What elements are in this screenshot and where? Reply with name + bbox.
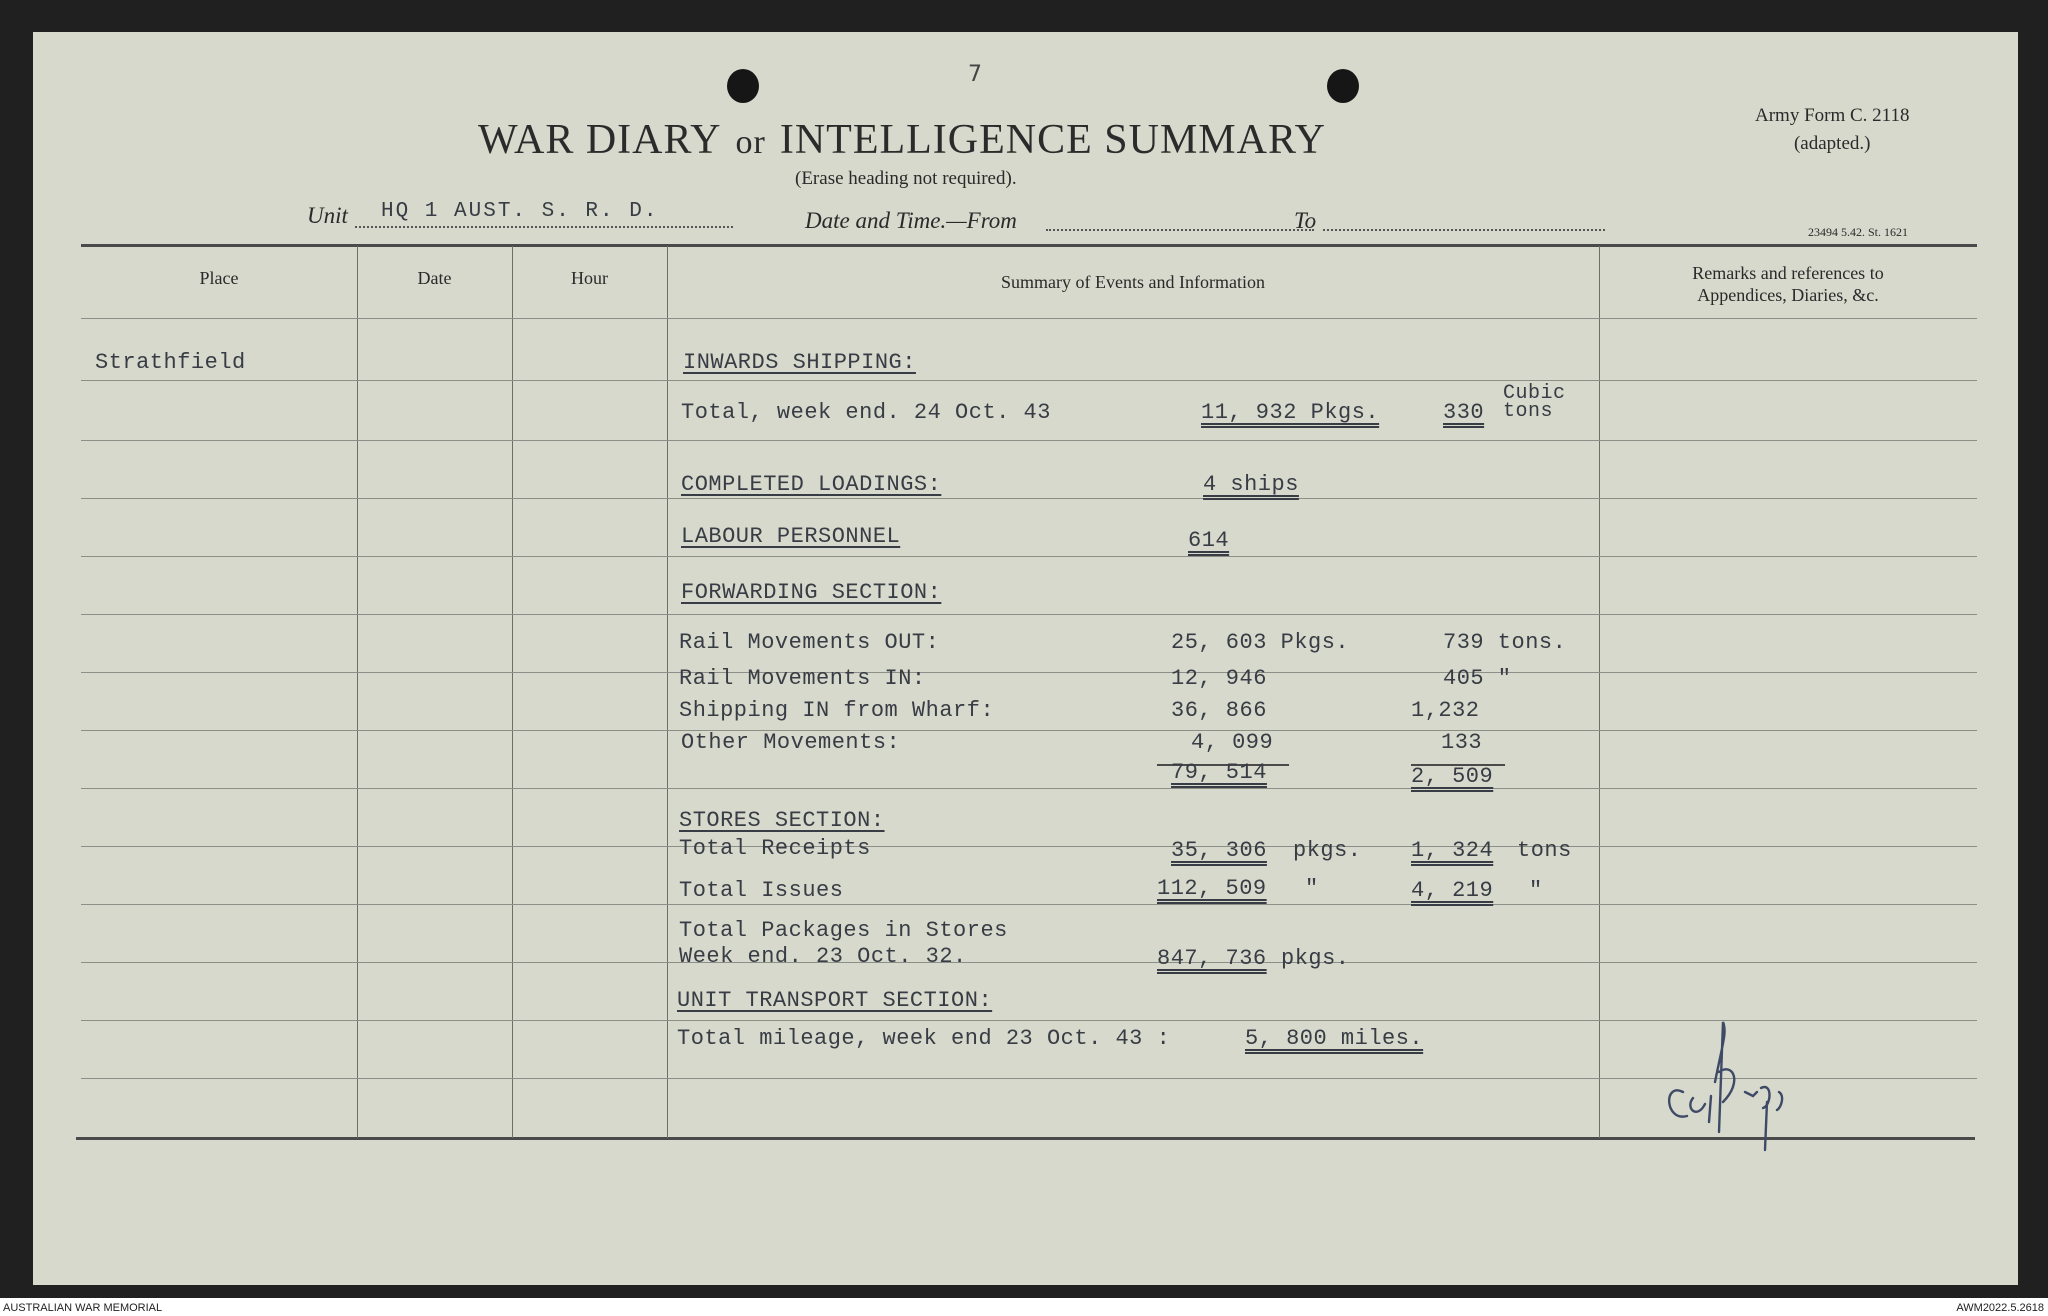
stores-issues-tons-ditto: " bbox=[1529, 878, 1543, 903]
punch-hole-left bbox=[727, 69, 759, 103]
inwards-total-label: Total, week end. 24 Oct. 43 bbox=[681, 400, 1051, 425]
column-hour: Hour bbox=[571, 268, 608, 288]
inwards-shipping-heading: INWARDS SHIPPING: bbox=[683, 350, 916, 375]
row-rule bbox=[81, 962, 1977, 963]
row-rule bbox=[81, 498, 1977, 499]
transport-heading: UNIT TRANSPORT SECTION: bbox=[677, 988, 993, 1013]
transport-mileage-label: Total mileage, week end 23 Oct. 43 : bbox=[677, 1026, 1171, 1051]
place-entry: Strathfield bbox=[95, 350, 246, 375]
page-number: 7 bbox=[968, 62, 982, 87]
unit-label: Unit bbox=[307, 203, 348, 228]
column-summary: Summary of Events and Information bbox=[1001, 272, 1265, 292]
stores-packages-label-line2: Week end. 23 Oct. 32. bbox=[679, 944, 967, 969]
inwards-unit-bottom: tons bbox=[1503, 400, 1554, 423]
punch-hole-right bbox=[1327, 69, 1359, 103]
stores-receipts-pkgs: 35, 306 bbox=[1171, 838, 1267, 863]
stores-packages-value: 847, 736 bbox=[1157, 946, 1267, 971]
form-subtitle: (Erase heading not required). bbox=[795, 168, 1017, 189]
inwards-total-pkgs: 11, 932 Pkgs. bbox=[1201, 400, 1380, 425]
date-from-dotline bbox=[1046, 229, 1314, 231]
forwarding-row-pkgs: 4, 099 bbox=[1191, 730, 1274, 755]
forwarding-row-label: Rail Movements IN: bbox=[679, 666, 926, 691]
column-date: Date bbox=[417, 268, 452, 288]
row-rule bbox=[81, 846, 1977, 847]
stores-receipts-tons-unit: tons bbox=[1517, 838, 1572, 863]
stores-receipts-tons: 1, 324 bbox=[1411, 838, 1494, 863]
completed-loadings-value: 4 ships bbox=[1203, 472, 1299, 497]
forwarding-row-label: Rail Movements OUT: bbox=[679, 630, 940, 655]
form-title: WAR DIARY or INTELLIGENCE SUMMARY bbox=[478, 117, 1326, 163]
forwarding-row-pkgs: 25, 603 Pkgs. bbox=[1171, 630, 1350, 655]
form-print-code: 23494 5.42. St. 1621 bbox=[1808, 225, 1909, 239]
forwarding-row-tons: 1,232 bbox=[1411, 698, 1480, 723]
footer-accession: AWM2022.5.2618 bbox=[1956, 1302, 2044, 1314]
row-rule bbox=[81, 440, 1977, 441]
forwarding-heading: FORWARDING SECTION: bbox=[681, 580, 942, 605]
forwarding-row-tons: 405 " bbox=[1443, 666, 1512, 691]
unit-dotline bbox=[355, 226, 733, 228]
column-place: Place bbox=[199, 268, 239, 288]
handwritten-signature bbox=[1653, 1012, 1853, 1212]
date-to-dotline bbox=[1323, 229, 1605, 231]
row-rule bbox=[81, 788, 1977, 789]
row-rule bbox=[81, 904, 1977, 905]
date-time-label: Date and Time.—From bbox=[805, 208, 1017, 233]
forwarding-total-tons: 2, 509 bbox=[1411, 764, 1494, 789]
row-rule bbox=[81, 672, 1977, 673]
transport-mileage-value: 5, 800 miles. bbox=[1245, 1026, 1424, 1051]
stores-receipts-pkgs-unit: pkgs. bbox=[1293, 838, 1362, 863]
forwarding-row-pkgs: 12, 946 bbox=[1171, 666, 1267, 691]
row-rule bbox=[81, 318, 1977, 319]
stores-issues-label: Total Issues bbox=[679, 878, 844, 903]
row-rule bbox=[81, 730, 1977, 731]
stores-issues-pkgs: 112, 509 bbox=[1157, 876, 1267, 901]
forwarding-row-tons: 739 tons. bbox=[1443, 630, 1567, 655]
inwards-total-tons: 330 bbox=[1443, 400, 1485, 425]
stores-packages-unit: pkgs. bbox=[1281, 946, 1350, 971]
army-form-reference: Army Form C. 2118 (adapted.) bbox=[1755, 105, 1910, 154]
unit-value: HQ 1 AUST. S. R. D. bbox=[381, 200, 659, 223]
stores-receipts-label: Total Receipts bbox=[679, 836, 871, 861]
forwarding-row-tons: 133 bbox=[1441, 730, 1483, 755]
stores-packages-label-line1: Total Packages in Stores bbox=[679, 918, 1008, 943]
table-top-border bbox=[81, 244, 1977, 247]
footer-source: AUSTRALIAN WAR MEMORIAL bbox=[3, 1302, 163, 1314]
column-remarks: Remarks and references to Appendices, Diaries, &c. bbox=[1692, 263, 1884, 305]
forwarding-row-label: Shipping IN from Wharf: bbox=[679, 698, 995, 723]
stores-issues-ditto: " bbox=[1305, 876, 1319, 901]
completed-loadings-heading: COMPLETED LOADINGS: bbox=[681, 472, 942, 497]
forwarding-row-label: Other Movements: bbox=[681, 730, 901, 755]
labour-personnel-value: 614 bbox=[1188, 528, 1230, 553]
labour-personnel-heading: LABOUR PERSONNEL bbox=[681, 524, 901, 549]
inwards-unit-top: Cubic bbox=[1503, 382, 1566, 405]
row-rule bbox=[81, 556, 1977, 557]
row-rule bbox=[81, 380, 1977, 381]
row-rule bbox=[81, 614, 1977, 615]
forwarding-row-pkgs: 36, 866 bbox=[1171, 698, 1267, 723]
forwarding-total-pkgs: 79, 514 bbox=[1171, 760, 1267, 785]
diary-sheet bbox=[33, 32, 2018, 1285]
stores-heading: STORES SECTION: bbox=[679, 808, 885, 833]
to-label: To bbox=[1294, 208, 1317, 233]
stores-issues-tons: 4, 219 bbox=[1411, 878, 1494, 903]
